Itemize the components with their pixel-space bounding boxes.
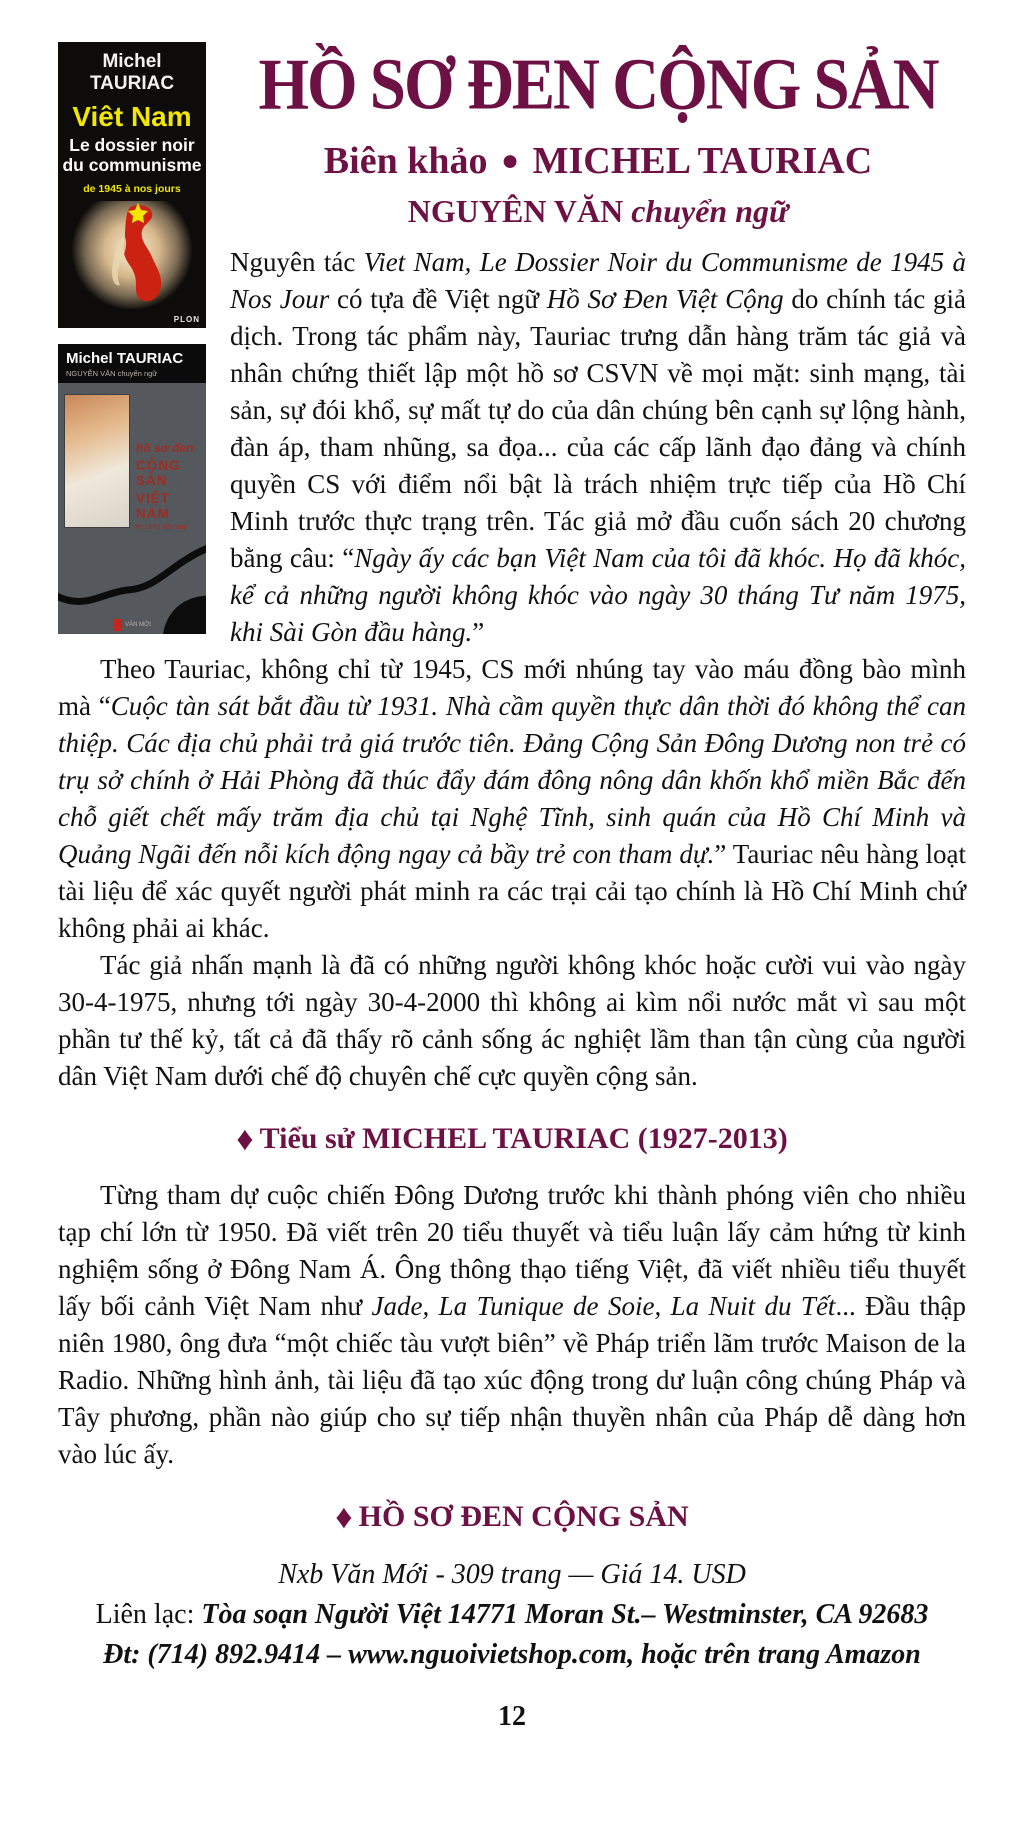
text-segment: Tác giả nhấn mạnh là đã có những người không khóc hoặc cười vui vào ngày 30-4-1975, nhưng tới ngày 30-4-2000 thì không ai kìm nổi nước mắt vì sau một phần tư thế kỷ, tất cả đã thấy rõ cảnh sống ác nghiệt lầm than tận cùng của người dân Việt Nam dưới chế độ chuyên chế cực quyền cộng sản. [58,949,966,1091]
byline-author: MICHEL TAURIAC [532,139,873,182]
publisher-logo [113,619,151,631]
cover-title-line1: hồ sơ đen [136,441,194,455]
paragraph-massacre [58,651,966,947]
contact-line [58,1595,966,1635]
publisher-logo-text: VĂN MỚI [125,622,151,628]
vietnam-map-graphic [72,201,192,309]
contact-label: Liên lạc: [95,1598,202,1630]
text-segment-italic: Viet Nam, Le Dossier Noir du Communisme de 1945 à Nos Jour [230,246,966,314]
section-heading-biography [58,1121,966,1159]
text-segment: ” [472,616,485,647]
cover-author: Michel TAURIAC [89,51,175,94]
cover-title-line4: từ 1945 đến nay [136,524,188,531]
cover-header-band [58,344,206,383]
cover-subtitle-line2: du communisme [62,155,202,175]
text-segment-italic: Cuộc tàn sát bắt đầu từ 1931. Nhà cầm quyền thực dân thời đó không thể can thiệp. Các địa chủ phải trả giá trước tiên. Đảng Cộng Sản Đông Dương non trẻ có trụ sở chính ở Hải Phòng đã thúc đẩy đám đông nông dân khốn khổ miền Bắc đến chỗ giết chết mấy trăm địa chủ tại Nghệ Tĩnh, sinh quán của Hồ Chí Minh và Quảng Ngãi đến nỗi kích động ngay cả bầy trẻ con tham dự. [58,690,966,869]
paragraph-anniversary [58,947,966,1095]
vietnam-map-icon [72,201,192,309]
cover-title: Viêt Nam [72,101,192,132]
text-segment: Nguyên tác [230,246,364,277]
byline-label: Biên khảo [323,139,488,182]
publication-info [58,1555,966,1675]
section-heading-text: HỒ SƠ ĐEN CỘNG SẢN [358,1499,689,1533]
cover-author: Michel TAURIAC [66,350,184,367]
cover-subtitle [58,135,206,175]
text-segment-italic: Hồ Sơ Đen Việt Cộng [546,283,784,314]
section-heading-book [58,1499,966,1537]
diamond-icon: ♦ [335,1498,353,1536]
translator-name: NGUYÊN VĂN [407,192,624,229]
text-segment: do chính tác giả dịch. Trong tác phẩm này, Tauriac trưng dẫn hàng trăm tác giả và nhân chứng thiết lập một hồ sơ CSVN về mọi mặt: sinh mạng, tài sản, sự đói khổ, sự mất tự do của dân chúng bên cạnh sự lộng hành, đàn áp, tham nhũng, sa đọa... của các cấp lãnh đạo đảng và chính quyền CS với điểm nổi bật là trách nhiệm trực tiếp của Hồ Chí Minh trước thực trạng trên. Tác giả mở đầu cuốn sách 20 chương bằng câu: “ [230,283,966,573]
text-segment: ... Đầu thập niên 1980, ông đưa “một chiếc tàu vượt biên” về Pháp triển lãm trước Maison de la Radio. Những hình ảnh, tài liệu đã tạo xúc động trong dư luận công chúng Pháp và Tây phương, phần nào giúp cho sự tiếp nhận thuyền nhân của Pháp dễ dàng hơn vào lúc ấy. [58,1290,967,1469]
van-moi-logo-icon [113,619,122,631]
text-segment: ” Tauriac nêu hàng loạt tài liệu để xác quyết người phát minh ra các trại cải tạo chính là Hồ Chí Minh chứ không phải ai khác. [58,838,966,943]
section-heading-text: Tiểu sử MICHEL TAURIAC (1927-2013) [259,1121,788,1155]
page-number: 12 [498,1700,526,1732]
book-cover-vietnamese [58,344,206,634]
cover-title-line3: VIỆT NAM [136,491,171,521]
diamond-icon: ♦ [236,1120,254,1158]
cover-subtitle-line1: Le dossier noir [69,135,195,155]
contact-address: Tòa soạn Người Việt 14771 Moran St.– Westminster, CA 92683 [201,1598,929,1630]
cover-photo [65,395,129,527]
phone-line: Đt: (714) 892.9414 – www.nguoivietshop.com, hoặc trên trang Amazon [103,1638,921,1670]
cover-title-line2: CỘNG SẢN [136,458,181,488]
publisher-line: Nxb Văn Mới - 309 trang — Giá 14. USD [278,1558,746,1590]
text-segment-italic: Jade, La Tunique de Soie, La Nuit du Tết [371,1290,836,1321]
cover-tagline: de 1945 à nos jours [83,183,181,195]
text-segment-italic: Ngày ấy các bạn Việt Nam của tôi đã khóc. Họ đã khóc, kể cả những người không khóc vào ngày 30 tháng Tư năm 1975, khi Sài Gòn đầu hàng. [230,542,967,647]
bullet-icon: ● [500,143,520,177]
cover-title-block [136,441,202,531]
translator-role: chuyển ngữ [631,192,789,229]
cover-publisher: PLON [173,315,200,324]
text-segment: Từng tham dự cuộc chiến Đông Dương trước khi thành phóng viên cho nhiều tạp chí lớn từ 1950. Đã viết trên 20 tiểu thuyết và tiểu luận lấy cảm hứng từ kinh nghiệm sống ở Đông Nam Á. Ông thông thạo tiếng Việt, đã viết nhiều tiểu thuyết lấy bối cảnh Việt Nam như [58,1179,966,1321]
page-title: HỒ SƠ ĐEN CỘNG SẢN [258,44,938,126]
text-segment: có tựa đề Việt ngữ [329,283,547,314]
cover-translator: NGUYỄN VĂN chuyển ngữ [66,369,158,378]
text-segment: Theo Tauriac, không chỉ từ 1945, CS mới nhúng tay vào máu đồng bào mình mà “ [58,653,966,721]
paragraph-biography [58,1177,966,1473]
